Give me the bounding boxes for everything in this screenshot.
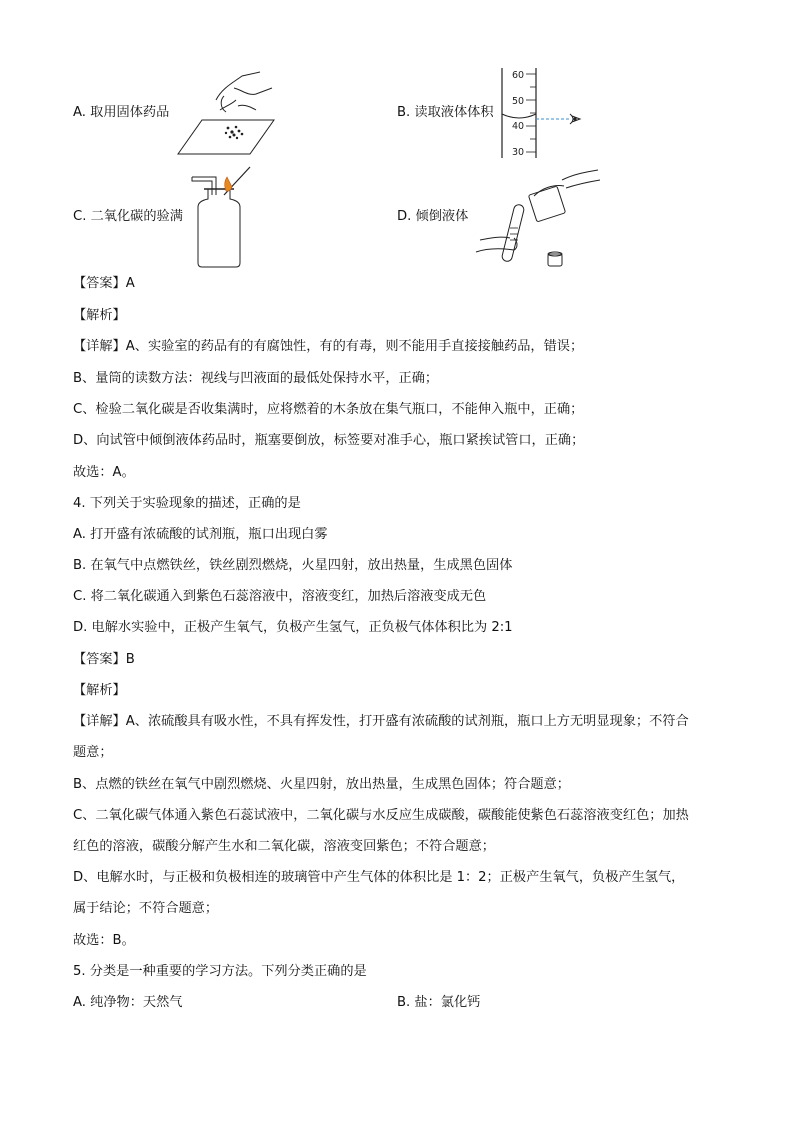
q4-option-a: A. 打开盛有浓硫酸的试剂瓶，瓶口出现白雾 bbox=[73, 527, 328, 542]
q4-explain-d-line1: D、电解水时，与正极和负极相连的玻璃管中产生气体的体积比是 1：2；正极产生氧气，负极产生氢气， bbox=[73, 870, 685, 885]
q3-detail-b: B、量筒的读数方法：视线与凹液面的最低处保持水平，正确； bbox=[73, 371, 439, 386]
q4-choose: 故选：B。 bbox=[73, 933, 135, 948]
tick-60: 60 bbox=[512, 70, 525, 81]
q4-detail-line1: 【详解】A、浓硫酸具有吸水性，不具有挥发性，打开盛有浓硫酸的试剂瓶，瓶口上方无明显现象；不符合 bbox=[73, 714, 689, 729]
q5-option-b: B. 盐：氯化钙 bbox=[397, 995, 481, 1010]
q4-option-c: C. 将二氧化碳通入到紫色石蕊溶液中，溶液变红，加热后溶液变成无色 bbox=[73, 589, 487, 604]
q3-detail-c: C、检验二氧化碳是否收集满时，应将燃着的木条放在集气瓶口，不能伸入瓶中，正确； bbox=[73, 402, 584, 417]
tick-30: 30 bbox=[512, 147, 525, 158]
option-a-label: A. 取用固体药品 bbox=[73, 105, 170, 120]
q4-explain-d-line2: 属于结论；不符合题意； bbox=[73, 901, 219, 916]
q3-analysis-heading: 【解析】 bbox=[73, 308, 126, 323]
tick-50: 50 bbox=[512, 96, 525, 107]
q4-detail-line2: 题意； bbox=[73, 745, 113, 760]
graduated-cylinder-figure bbox=[474, 66, 594, 160]
q5-stem: 5. 分类是一种重要的学习方法。下列分类正确的是 bbox=[73, 964, 367, 979]
q3-choose: 故选：A。 bbox=[73, 465, 135, 480]
q4-explain-b: B、点燃的铁丝在氧气中剧烈燃烧、火星四射，放出热量，生成黑色固体；符合题意； bbox=[73, 777, 570, 792]
q4-answer: 【答案】B bbox=[73, 652, 135, 667]
q4-analysis-heading: 【解析】 bbox=[73, 683, 126, 698]
q3-detail-a: 【详解】A、实验室的药品有的有腐蚀性，有的有毒，则不能用手直接接触药品，错误； bbox=[73, 339, 584, 354]
option-c-label: C. 二氧化碳的验满 bbox=[73, 209, 183, 224]
q5-option-a: A. 纯净物：天然气 bbox=[73, 995, 183, 1010]
q3-answer: 【答案】A bbox=[73, 276, 135, 291]
tick-40: 40 bbox=[512, 121, 525, 132]
q4-stem: 4. 下列关于实验现象的描述，正确的是 bbox=[73, 496, 301, 511]
q4-explain-c-line2: 红色的溶液，碳酸分解产生水和二氧化碳，溶液变回紫色；不符合题意； bbox=[73, 839, 495, 854]
option-b-label: B. 读取液体体积 bbox=[397, 105, 494, 120]
q4-option-b: B. 在氧气中点燃铁丝，铁丝剧烈燃烧，火星四射，放出热量，生成黑色固体 bbox=[73, 558, 513, 573]
q4-explain-c-line1: C、二氧化碳气体通入紫色石蕊试液中，二氧化碳与水反应生成碳酸，碳酸能使紫色石蕊溶液变红色；加热 bbox=[73, 808, 689, 823]
q3-detail-d: D、向试管中倾倒液体药品时，瓶塞要倒放，标签要对准手心，瓶口紧挨试管口，正确； bbox=[73, 433, 585, 448]
q4-option-d: D. 电解水实验中，正极产生氧气，负极产生氢气，正负极气体体积比为 2:1 bbox=[73, 620, 513, 635]
solid-reagent-figure bbox=[176, 70, 276, 156]
option-d-label: D. 倾倒液体 bbox=[397, 209, 469, 224]
gas-bottle-figure bbox=[190, 165, 260, 269]
pouring-liquid-figure bbox=[470, 168, 606, 272]
